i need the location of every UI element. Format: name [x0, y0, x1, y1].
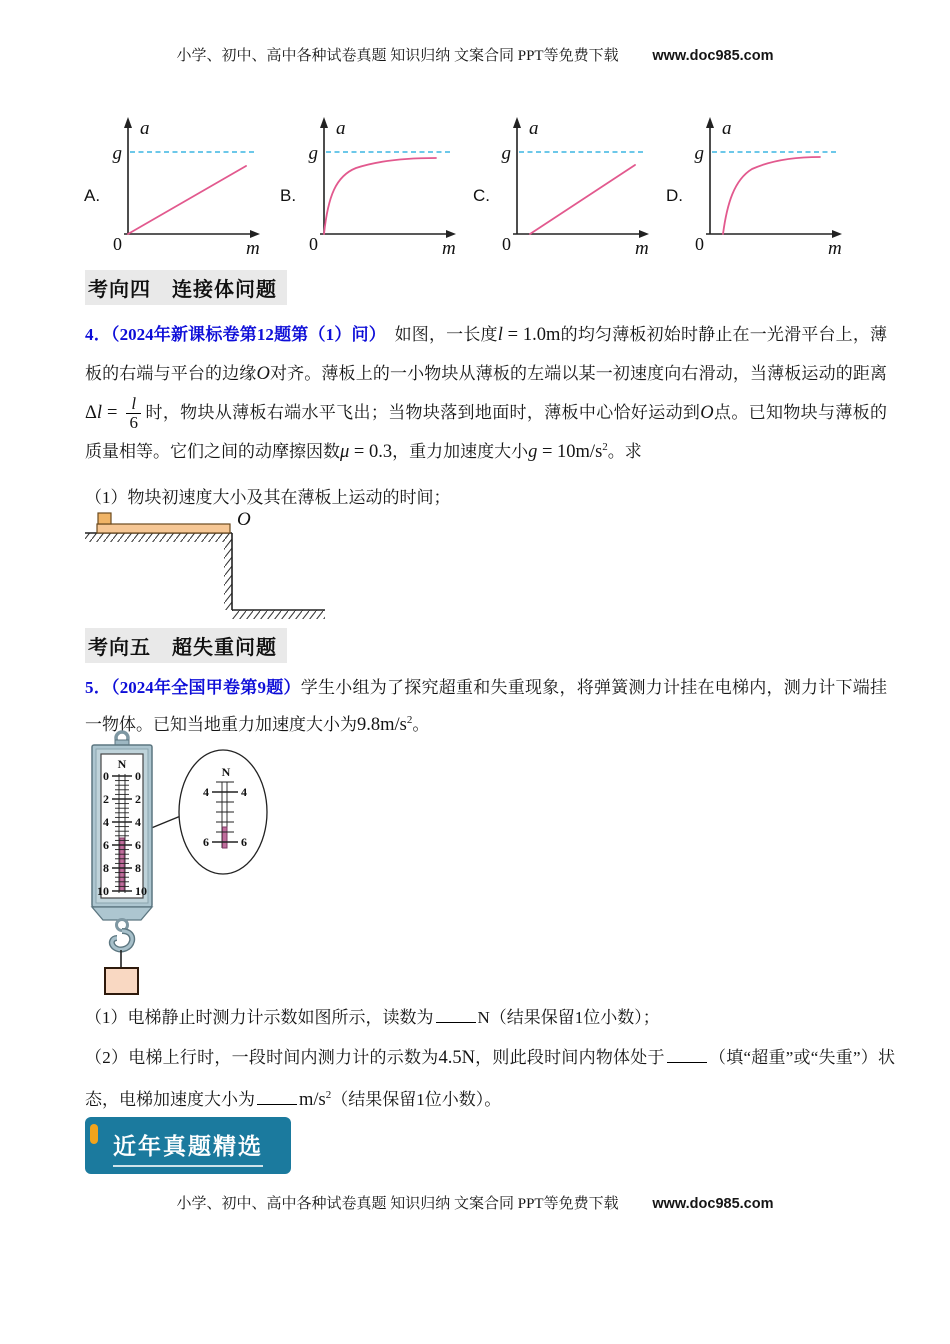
scale-unit-label: N — [117, 757, 127, 771]
option-graph-b — [294, 112, 464, 257]
squared-sup: 2 — [602, 440, 608, 453]
math-eq-4: = $10m/s^2$ — [537, 440, 608, 462]
answer-blank — [257, 1089, 297, 1105]
fraction-l-over-6 — [126, 395, 141, 432]
mag-tick-label: 4 — [241, 785, 247, 799]
fraction-numerator: l — [126, 395, 141, 414]
topic-banner — [85, 1117, 291, 1174]
axis-label-a: a — [336, 118, 346, 139]
g-label: g — [694, 143, 704, 164]
answer-blank — [667, 1047, 707, 1063]
squared-sup: 2 — [406, 713, 413, 726]
scale-tick-label: 8 — [103, 861, 109, 875]
origin-label: 0 — [113, 234, 122, 254]
platform-hatching — [85, 533, 232, 542]
mag-tick-label: 6 — [203, 835, 209, 849]
magnifier-unit-label: N — [221, 765, 231, 779]
math-eq-1: = 1.0m — [502, 325, 561, 345]
q2-text-3: （填“超重”或“失重”）状态，电梯加速度大小为 — [85, 1048, 896, 1109]
g-label: g — [112, 143, 122, 164]
math-l-2: l — [96, 402, 103, 423]
g-label: g — [501, 143, 511, 164]
scale-tick-label: 0 — [103, 769, 109, 783]
magnifier-pointer — [223, 827, 228, 848]
math-eq-2: = — [102, 402, 123, 423]
origin-label: 0 — [695, 234, 704, 254]
scale-tick-label: 0 — [135, 769, 141, 783]
math-O: O — [256, 363, 270, 384]
answer-blank — [436, 1007, 476, 1023]
math-g: g — [528, 441, 538, 462]
page-footer — [0, 1192, 950, 1213]
problem-5-citation: 5．（2024年全国甲卷第9题） — [85, 678, 301, 697]
problem-4-subquestion: （1）物块初速度大小及其在薄板上运动的时间； — [85, 488, 451, 507]
math-g-value: $9.8m/s^2$ — [357, 713, 413, 735]
scale-pointer — [120, 838, 124, 891]
point-o-label: O — [237, 512, 251, 530]
mag-tick-label: 4 — [203, 785, 209, 799]
math-O-2: O — [700, 402, 714, 423]
option-label-c: C. — [473, 186, 490, 205]
squared-sup: 2 — [325, 1088, 332, 1101]
scale-tick-label: 10 — [97, 884, 109, 898]
math-l: l — [497, 325, 503, 345]
wall-hatching — [224, 536, 232, 610]
g-label: g — [308, 143, 318, 164]
p4-text-7: 。求 — [607, 441, 642, 461]
math-eq-3: = 0.3 — [349, 441, 393, 462]
problem-4-paragraph — [85, 316, 887, 471]
math-ms2: $m/s^2$ — [299, 1088, 332, 1110]
footer-url: www.doc985.com — [652, 1196, 774, 1212]
axis-label-m: m — [635, 238, 649, 257]
page-header — [0, 44, 950, 65]
origin-label: 0 — [502, 234, 511, 254]
option-graph-a — [98, 112, 268, 257]
curve-d — [723, 157, 820, 234]
axis-label-a: a — [140, 118, 150, 139]
option-label-d: D. — [666, 186, 683, 205]
ground-hatching — [232, 610, 325, 619]
math-4-5N: 4.5N — [438, 1048, 475, 1068]
q2-text-1: （2）电梯上行时，一段时间内测力计的示数为 — [85, 1048, 439, 1067]
axis-label-a: a — [529, 118, 539, 139]
banner-accent-pill — [90, 1124, 98, 1144]
thin-board — [97, 524, 230, 533]
curve-b — [324, 158, 436, 234]
option-label-a: A. — [84, 186, 101, 205]
section-heading-5: 考向五 超失重问题 — [85, 628, 287, 663]
scale-tick-label: 6 — [135, 838, 141, 852]
option-graph-d — [680, 112, 850, 257]
curve-a — [128, 166, 246, 234]
scale-tick-label: 4 — [135, 815, 141, 829]
q2-text-4: （结果保留1位小数）。 — [331, 1089, 502, 1109]
mag-tick-label: 6 — [241, 835, 247, 849]
footer-text: 小学、初中、高中各种试卷真题 知识归纳 文案合同 PPT等免费下载 — [176, 1196, 619, 1212]
scale-tick-label: 2 — [103, 792, 109, 806]
p4-text-3: 对齐。薄板上的一小物块从薄板的左端以某一初速度向右滑动，当薄板运动的距离 — [269, 363, 888, 383]
p4-text-2: 的均匀薄板初始时静止在一光滑平台上，薄板的右端与平台的边缘 — [85, 325, 888, 383]
question-2-paragraph — [85, 1038, 895, 1121]
scale-tick-label: 4 — [103, 815, 109, 829]
header-text: 小学、初中、高中各种试卷真题 知识归纳 文案合同 PPT等免费下载 — [176, 48, 619, 64]
p4-text-5: 点。已知物块与薄板的质量相等。它们之间的动摩擦因数 — [85, 402, 888, 461]
banner-label: 近年真题精选 — [113, 1128, 263, 1167]
q1-text-1: （1）电梯静止时测力计示数如图所示，读数为 — [85, 1008, 434, 1027]
header-url: www.doc985.com — [652, 48, 774, 64]
scale-tick-label: 6 — [103, 838, 109, 852]
axis-label-m: m — [246, 238, 260, 257]
small-block — [98, 513, 111, 524]
axis-label-m: m — [828, 238, 842, 257]
p4-text-1: 如图，一长度 — [377, 325, 498, 344]
question-1-paragraph — [85, 1000, 887, 1036]
option-graph-c — [487, 112, 657, 257]
q1-text-2: N（结果保留1位小数）； — [477, 1008, 660, 1027]
origin-label: 0 — [309, 234, 318, 254]
scale-tick-label: 8 — [135, 861, 141, 875]
section-heading-4: 考向四 连接体问题 — [85, 270, 287, 305]
platform-figure — [85, 512, 335, 622]
math-delta: Δ — [85, 402, 97, 423]
curve-c — [530, 165, 635, 234]
p5-text-2: 。 — [412, 714, 430, 734]
p4-text-4: 时，物块从薄板右端水平飞出；当物块落到地面时，薄板中心恰好运动到 — [145, 402, 701, 422]
spring-scale-figure — [85, 728, 280, 996]
problem-4-citation: 4．（2024年新课标卷第12题第（1）问） — [85, 325, 378, 344]
q2-text-2: ，则此段时间内物体处于 — [474, 1048, 665, 1067]
option-label-b: B. — [280, 186, 297, 205]
scale-tick-label: 2 — [135, 792, 141, 806]
p4-text-6: ，重力加速度大小 — [392, 441, 529, 461]
math-mu: μ — [340, 441, 350, 462]
scale-tick-label: 10 — [135, 884, 147, 898]
fraction-denominator: 6 — [129, 413, 139, 433]
p5-text-1: 学生小组为了探究超重和失重现象，将弹簧测力计挂在电梯内，测力计下端挂一物体。已知当地重力加速度大小为 — [85, 678, 887, 734]
axis-label-m: m — [442, 238, 456, 257]
axis-label-a: a — [722, 118, 732, 139]
weight-block — [105, 968, 138, 994]
